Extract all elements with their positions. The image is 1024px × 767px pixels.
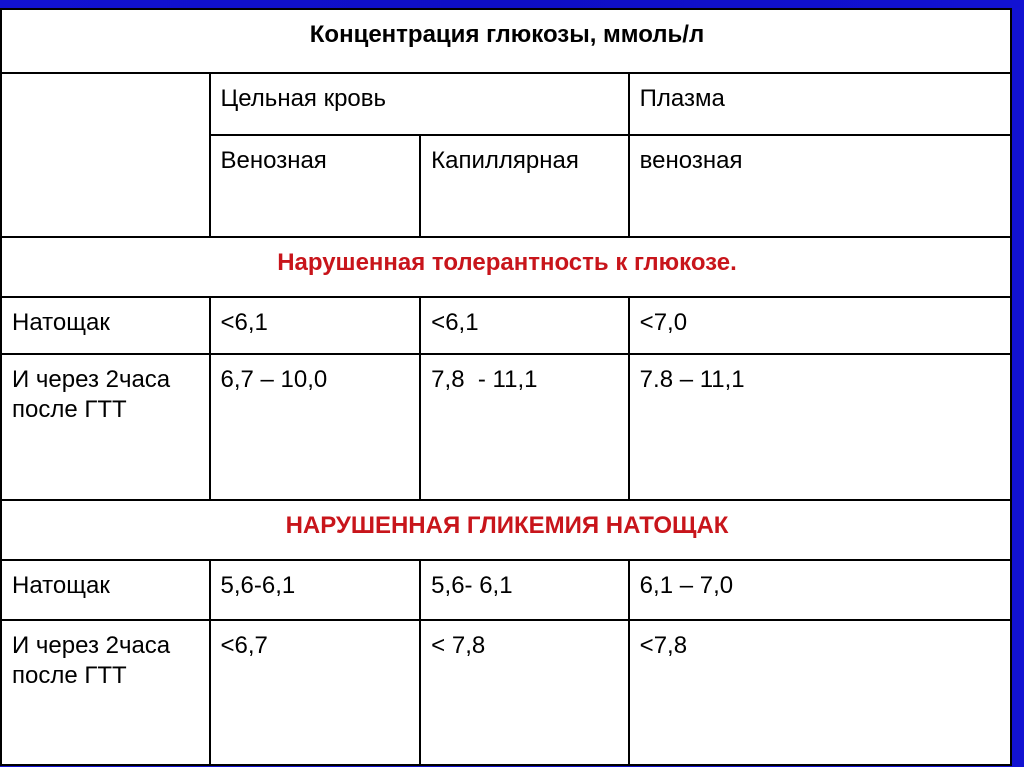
row-label: Натощак bbox=[1, 297, 210, 354]
section-title-impaired-fasting-glycemia: НАРУШЕННАЯ ГЛИКЕМИЯ НАТОЩАК bbox=[1, 500, 1011, 560]
cell-plasma: 6,1 – 7,0 bbox=[629, 560, 1011, 620]
row-label: Натощак bbox=[1, 560, 210, 620]
row-label: И через 2часа после ГТТ bbox=[1, 620, 210, 765]
cell-capillary: 5,6- 6,1 bbox=[420, 560, 629, 620]
cell-plasma: 7.8 – 11,1 bbox=[629, 354, 1011, 500]
header-row-1 bbox=[1, 73, 1011, 135]
cell-plasma: <7,0 bbox=[629, 297, 1011, 354]
header-plasma: Плазма bbox=[629, 73, 1011, 135]
empty-header-cell bbox=[1, 73, 210, 237]
table-title: Концентрация глюкозы, ммоль/л bbox=[1, 9, 1011, 73]
cell-capillary: < 7,8 bbox=[420, 620, 629, 765]
cell-plasma: <7,8 bbox=[629, 620, 1011, 765]
table-row bbox=[1, 560, 1011, 620]
header-venous: Венозная bbox=[210, 135, 421, 237]
cell-venous: <6,1 bbox=[210, 297, 421, 354]
table-row bbox=[1, 620, 1011, 765]
table-title-row bbox=[1, 9, 1011, 73]
header-plasma-venous: венозная bbox=[629, 135, 1011, 237]
glucose-table-container bbox=[0, 8, 1012, 764]
section-title-row bbox=[1, 237, 1011, 297]
header-capillary: Капиллярная bbox=[420, 135, 629, 237]
cell-venous: 5,6-6,1 bbox=[210, 560, 421, 620]
cell-venous: <6,7 bbox=[210, 620, 421, 765]
section-title-impaired-tolerance: Нарушенная толерантность к глюкозе. bbox=[1, 237, 1011, 297]
section-title-row bbox=[1, 500, 1011, 560]
table-row bbox=[1, 354, 1011, 500]
cell-venous: 6,7 – 10,0 bbox=[210, 354, 421, 500]
header-whole-blood: Цельная кровь bbox=[210, 73, 629, 135]
table-row bbox=[1, 297, 1011, 354]
cell-capillary: 7,8 - 11,1 bbox=[420, 354, 629, 500]
row-label: И через 2часа после ГТТ bbox=[1, 354, 210, 500]
glucose-concentration-table bbox=[0, 8, 1012, 766]
cell-capillary: <6,1 bbox=[420, 297, 629, 354]
